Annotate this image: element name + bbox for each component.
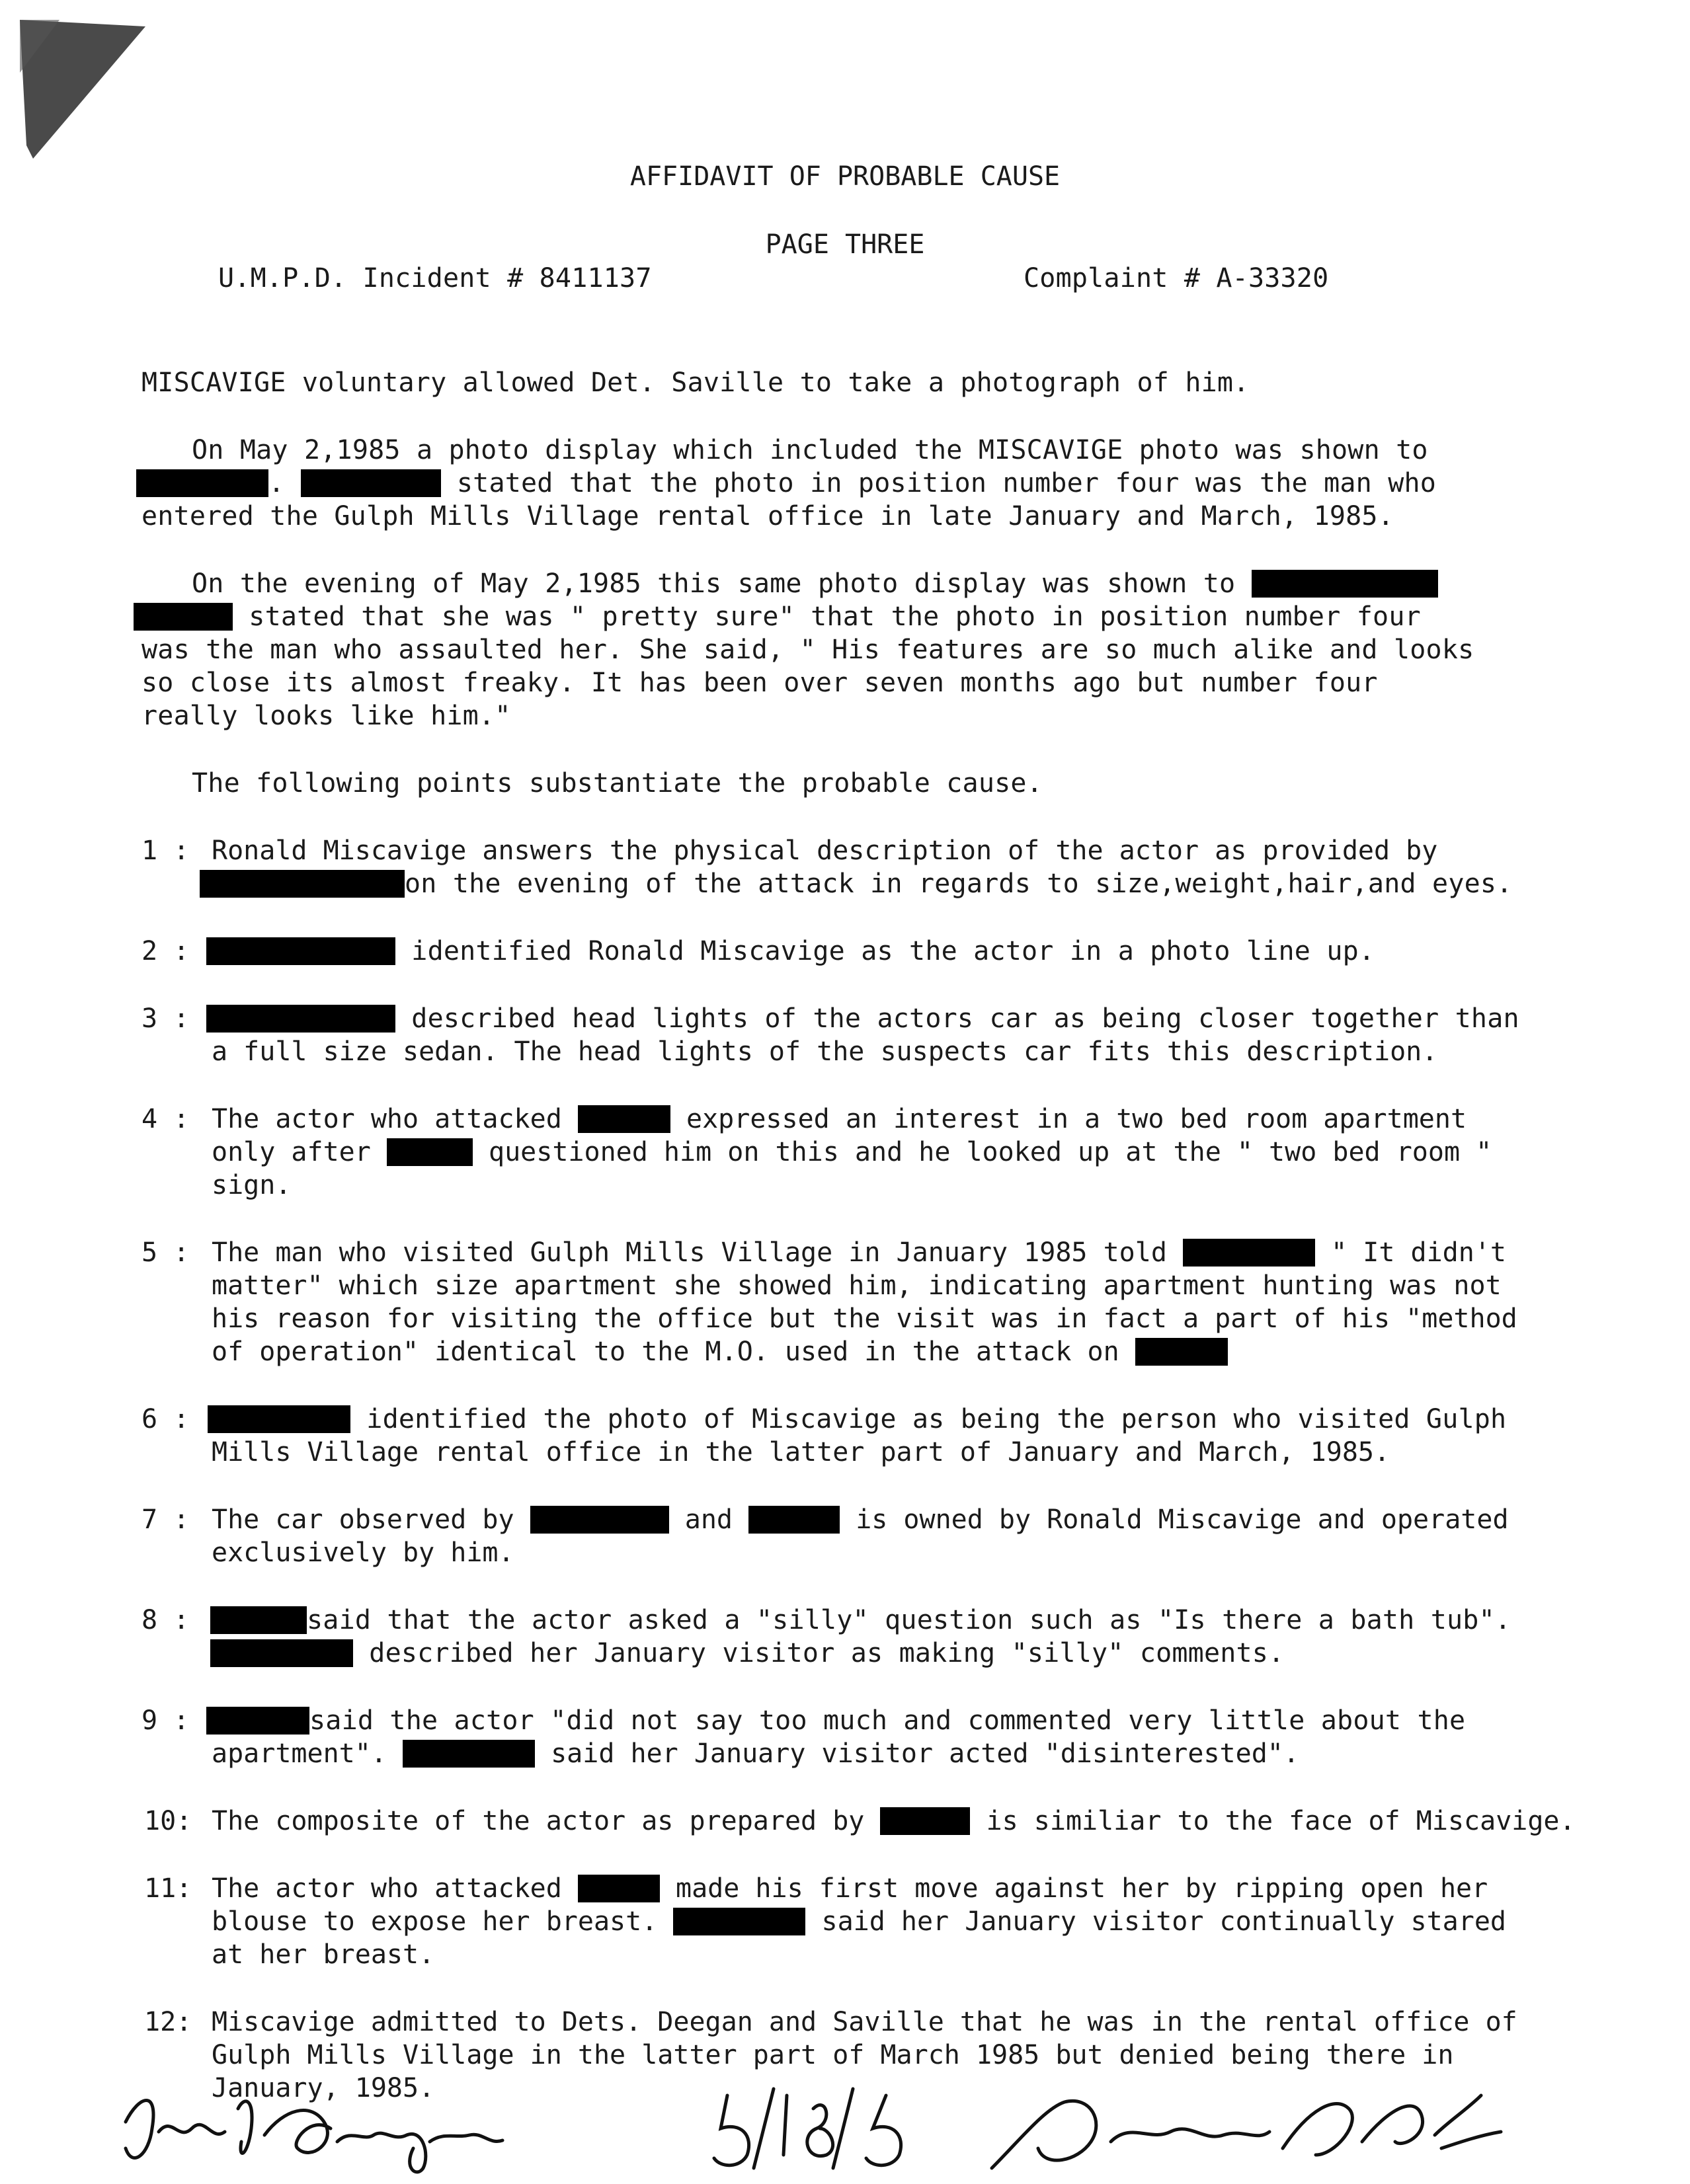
redaction-bar (206, 1707, 309, 1735)
item-10-line1 (212, 1805, 1633, 1838)
item-8-line1-text: said that the actor asked a "silly" question such as "Is there a bath tub". (307, 1605, 1511, 1635)
item-1-line2 (200, 867, 1512, 901)
redaction-bar (880, 1807, 970, 1835)
paragraph-evening-line1-text: On the evening of May 2,1985 this same photo display was shown to (192, 568, 1236, 599)
item-11-line1 (212, 1872, 1633, 1906)
item-11-line2-text-a: blouse to expose her breast. (212, 1906, 658, 1937)
paragraph-photo-display-line1: On May 2,1985 a photo display which included the MISCAVIGE photo was shown to (192, 435, 1428, 465)
item-9-line1 (206, 1704, 1465, 1738)
item-number: 4 : (141, 1104, 190, 1134)
redaction-bar (210, 1639, 353, 1667)
item-number: 1 : (141, 836, 190, 866)
item-number: 5 : (141, 1237, 190, 1268)
paragraph-photo-display-line3: entered the Gulph Mills Village rental office in late January and March, 1985. (141, 501, 1394, 531)
item-number: 8 : (141, 1605, 190, 1635)
item-4-line2 (212, 1136, 1633, 1169)
item-8-line2 (210, 1637, 1284, 1670)
redaction-bar (1252, 570, 1438, 598)
redaction-bar (387, 1138, 473, 1166)
item-10-line1-text-b: is similiar to the face of Miscavige. (986, 1806, 1576, 1836)
item-10-line1-text-a: The composite of the actor as prepared by (212, 1806, 865, 1836)
paragraph-photo-display-line2-text: stated that the photo in position number four was the man who (456, 468, 1437, 498)
item-7-line1-text-c: is owned by Ronald Miscavige and operated (856, 1504, 1509, 1535)
redaction-bar (578, 1875, 660, 1902)
item-number: 9 : (141, 1705, 190, 1736)
item-4-line1 (212, 1103, 1633, 1136)
paragraph-photo-display-line2: . stated that the photo in position number four was the man who (136, 467, 1436, 500)
item-6-line1-text: identified the photo of Miscavige as being the person who visited Gulph (366, 1404, 1507, 1434)
item-3-line1 (206, 1002, 1519, 1036)
redaction-bar (1135, 1338, 1228, 1366)
item-1-line1: Ronald Miscavige answers the physical description of the actor as provided by (212, 836, 1438, 866)
item-7-line2: exclusively by him. (212, 1538, 514, 1568)
item-5-line4-text: of operation" identical to the M.O. used in the attack on (212, 1337, 1119, 1367)
redaction-bar (210, 1606, 307, 1634)
signature-right (979, 2069, 1508, 2181)
item-12-line2: Gulph Mills Village in the latter part of March 1985 but denied being there in (212, 2040, 1454, 2070)
redaction-bar (206, 1005, 395, 1033)
paragraph-evening-line2 (134, 600, 1421, 634)
corner-fold-mark (20, 20, 152, 165)
redaction-bar (403, 1740, 535, 1768)
item-number: 6 : (141, 1404, 190, 1434)
item-11-line3: at her breast. (212, 1939, 435, 1970)
item-5-line1-text-b: " It didn't (1331, 1237, 1507, 1268)
redaction-bar (530, 1506, 669, 1534)
item-8-line1 (210, 1604, 1511, 1637)
paragraph-evening-line2-text: stated that she was " pretty sure" that the photo in position number four (249, 602, 1421, 632)
item-number: 3 : (141, 1003, 190, 1034)
item-6-line1 (208, 1403, 1506, 1436)
paragraph-evening-line4: so close its almost freaky. It has been over seven months ago but number four (141, 668, 1378, 698)
paragraph-photograph: MISCAVIGE voluntary allowed Det. Saville to take a photograph of him. (141, 368, 1250, 398)
incident-number: U.M.P.D. Incident # 8411137 (218, 263, 652, 293)
paragraph-evening-line5: really looks like him." (141, 701, 511, 731)
paragraph-evening-line3: was the man who assaulted her. She said, " His features are so much alike and looks (141, 635, 1474, 665)
item-5-line3: his reason for visiting the office but the visit was in fact a part of his "method (212, 1304, 1517, 1334)
item-11-line2 (212, 1905, 1633, 1939)
item-11-line1-text-a: The actor who attacked (212, 1873, 562, 1904)
redaction-bar (578, 1105, 670, 1133)
item-11-line1-text-b: made his first move against her by ripping open her (676, 1873, 1488, 1904)
item-number: 7 : (141, 1504, 190, 1535)
redaction-bar (208, 1405, 350, 1433)
redaction-bar (1183, 1239, 1315, 1267)
redaction-bar (748, 1506, 840, 1534)
paragraph-evening-line1 (192, 567, 1438, 601)
item-number: 12: (144, 2007, 192, 2037)
complaint-number: Complaint # A-33320 (1024, 263, 1329, 293)
signature-left (112, 2069, 536, 2181)
item-number: 2 : (141, 936, 190, 966)
item-2-line1-text: identified Ronald Miscavige as the actor in a photo line up. (411, 936, 1375, 966)
signature-date (701, 2069, 919, 2181)
item-5-line2: matter" which size apartment she showed him, indicating apartment hunting was not (212, 1270, 1502, 1301)
item-5-line1-text-a: The man who visited Gulph Mills Village in January 1985 told (212, 1237, 1167, 1268)
redaction-bar (136, 469, 268, 497)
item-7-line1-text-b: and (684, 1504, 733, 1535)
redaction-bar (206, 937, 395, 965)
item-3-line2: a full size sedan. The head lights of the suspects car fits this description. (212, 1036, 1438, 1067)
item-4-line1-text-b: expressed an interest in a two bed room apartment (686, 1104, 1467, 1134)
item-number: 10: (144, 1806, 192, 1836)
item-11-line2-text-b: said her January visitor continually stared (821, 1906, 1507, 1937)
item-number: 11: (144, 1873, 192, 1904)
item-4-line3: sign. (212, 1170, 292, 1200)
item-2-line1 (206, 935, 1375, 968)
item-9-line1-text: said the actor "did not say too much and commented very little about the (309, 1705, 1466, 1736)
item-12-line1: Miscavige admitted to Dets. Deegan and Saville that he was in the rental office of (212, 2007, 1517, 2037)
item-9-line2 (212, 1737, 1633, 1771)
item-4-line1-text-a: The actor who attacked (212, 1104, 562, 1134)
item-4-line2-text-a: only after (212, 1137, 371, 1167)
item-6-line2: Mills Village rental office in the latter part of January and March, 1985. (212, 1437, 1390, 1467)
redaction-bar (200, 870, 405, 898)
item-1-line2-text: on the evening of the attack in regards to size,weight,hair,and eyes. (405, 869, 1513, 899)
page-label: PAGE THREE (765, 229, 925, 260)
item-5-line4 (212, 1335, 1633, 1369)
item-7-line1 (212, 1503, 1633, 1537)
item-5-line1 (212, 1236, 1633, 1270)
item-3-line1-text: described head lights of the actors car as being closer together than (411, 1003, 1519, 1034)
item-7-line1-text-a: The car observed by (212, 1504, 514, 1535)
paragraph-following-points: The following points substantiate the probable cause. (192, 768, 1043, 799)
item-9-line2-text-a: apartment". (212, 1738, 387, 1769)
item-12-line3: January, 1985. (212, 2073, 435, 2103)
redaction-bar (134, 603, 233, 631)
document-title: AFFIDAVIT OF PROBABLE CAUSE (629, 161, 1061, 192)
item-9-line2-text-b: said her January visitor acted "disinterested". (551, 1738, 1299, 1769)
item-4-line2-text-b: questioned him on this and he looked up at the " two bed room " (489, 1137, 1492, 1167)
redaction-bar (673, 1908, 805, 1935)
redaction-bar (301, 469, 441, 497)
item-8-line2-text: described her January visitor as making "silly" comments. (369, 1638, 1285, 1668)
